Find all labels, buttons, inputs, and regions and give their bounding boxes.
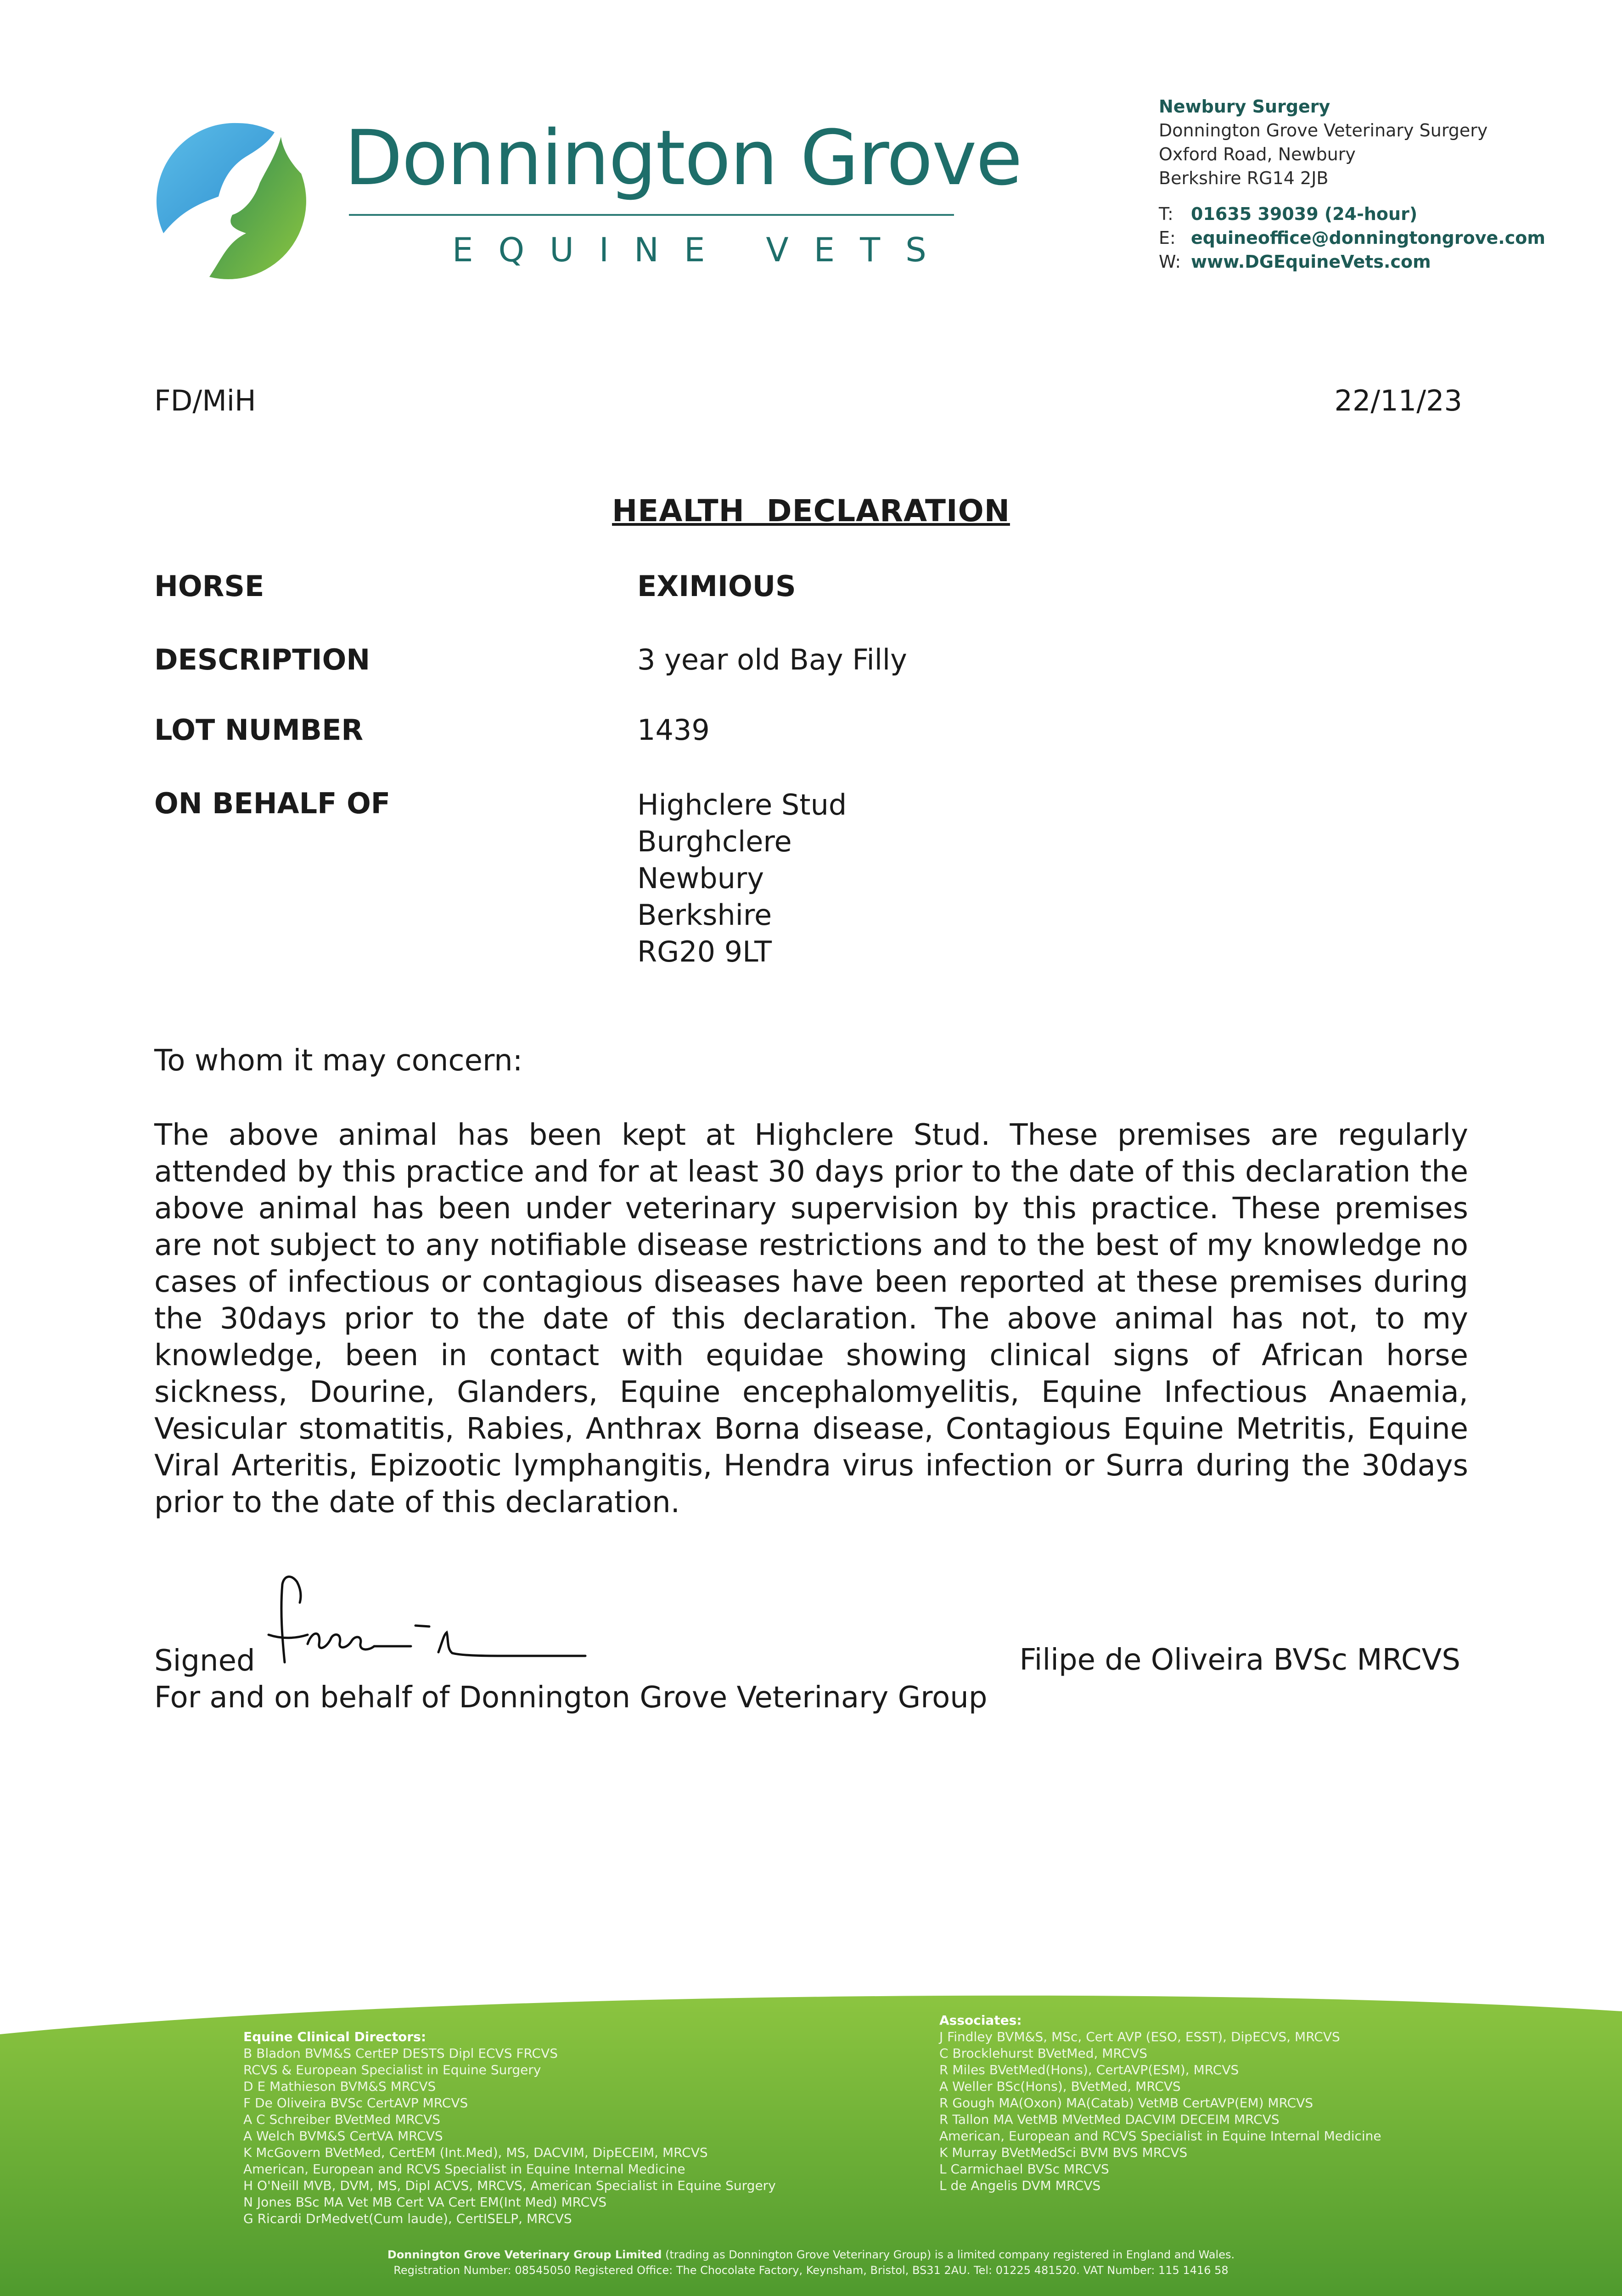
director-line: K McGovern BVetMed, CertEM (Int.Med), MS, DACVIM, DipECEIM, MRCVS	[243, 2145, 708, 2160]
company-statement: (trading as Donnington Grove Veterinary Group) is a limited company registered in England and Wales.	[662, 2248, 1235, 2261]
directors-list	[243, 2029, 776, 2227]
signatory-name: Filipe de Oliveira BVSc MRCVS	[1019, 1643, 1460, 1677]
document-title: HEALTH DECLARATION	[612, 493, 1010, 529]
handwritten-signature	[264, 1570, 599, 1669]
director-line: F De Oliveira BVSc CertAVP MRCVS	[243, 2095, 468, 2110]
director-line: RCVS & European Specialist in Equine Surgery	[243, 2062, 541, 2077]
signed-label: Signed	[154, 1644, 255, 1678]
director-line: A Welch BVM&S CertVA MRCVS	[243, 2128, 443, 2144]
company-line	[0, 2247, 1622, 2262]
associates-heading: Associates:	[939, 2013, 1022, 2028]
surgery-address	[1159, 95, 1487, 190]
director-line: American, European and RCVS Specialist in Equine Internal Medicine	[243, 2161, 685, 2177]
lot-label: LOT NUMBER	[154, 713, 364, 747]
associates-list	[939, 2012, 1381, 2194]
address-line: Donnington Grove Veterinary Surgery	[1159, 120, 1488, 141]
declaration-body: The above animal has been kept at Highclere Stud. These premises are regularly attended by this practice and for at least 30 days prior to the date of this declaration the above animal has been under veterinary supervision by this practice. These premises are not subject to any notifiable disease restrictions and to the best of my knowledge no cases of infectious or contagious diseases have been reported at these premises during the 30days prior to the date of this declaration. The above animal has not, to my knowledge, been in contact with equidae showing clinical signs of African horse sickness, Dourine, Glanders, Equine encephalomyelitis, Equine Infectious Anaemia, Vesicular stomatitis, Rabies, Anthrax Borna disease, Contagious Equine Metritis, Equine Viral Arteritis, Epizootic lymphangitis, Hendra virus infection or Surra during the 30days prior to the date of this declaration.	[154, 1118, 1468, 1519]
web-key: W:	[1159, 252, 1181, 272]
reference: FD/MiH	[154, 384, 256, 417]
associate-line: R Miles BVetMed(Hons), CertAVP(ESM), MRCVS	[939, 2062, 1239, 2077]
behalf-line: Newbury	[637, 861, 764, 895]
description-label: DESCRIPTION	[154, 643, 370, 676]
web-link[interactable]: www.DGEquineVets.com	[1191, 252, 1431, 272]
behalf-line: RG20 9LT	[637, 935, 772, 968]
director-line: D E Mathieson BVM&S MRCVS	[243, 2079, 436, 2094]
tel-key: T:	[1159, 204, 1173, 224]
behalf-line: Berkshire	[637, 898, 772, 932]
behalf-line: Burghclere	[637, 825, 792, 858]
brand-divider	[349, 214, 954, 216]
tel-value: 01635 39039 (24-hour)	[1191, 204, 1418, 224]
associate-line: K Murray BVetMedSci BVM BVS MRCVS	[939, 2145, 1188, 2160]
brand-tagline: EQUINE VETS	[452, 231, 952, 269]
horse-value: EXIMIOUS	[637, 569, 796, 603]
associate-line: A Weller BSc(Hons), BVetMed, MRCVS	[939, 2079, 1181, 2094]
director-line: G Ricardi DrMedvet(Cum laude), CertISELP, MRCVS	[243, 2211, 572, 2226]
address-line: Berkshire RG14 2JB	[1159, 168, 1329, 188]
associate-line: American, European and RCVS Specialist in Equine Internal Medicine	[939, 2128, 1381, 2144]
associate-line: L de Angelis DVM MRCVS	[939, 2178, 1101, 2193]
director-line: B Bladon BVM&S CertEP DESTS Dipl ECVS FRCVS	[243, 2046, 558, 2061]
director-line: A C Schreiber BVetMed MRCVS	[243, 2112, 441, 2127]
company-name: Donnington Grove Veterinary Group Limited	[387, 2248, 662, 2261]
company-registration	[0, 2247, 1622, 2278]
horse-label: HORSE	[154, 569, 264, 603]
director-line: H O'Neill MVB, DVM, MS, Dipl ACVS, MRCVS, American Specialist in Equine Surgery	[243, 2178, 776, 2193]
email-key: E:	[1159, 228, 1176, 248]
associate-line: R Gough MA(Oxon) MA(Catab) VetMB CertAVP(EM) MRCVS	[939, 2095, 1313, 2110]
letter-date: 22/11/23	[1334, 384, 1462, 417]
email-link[interactable]: equineoffice@donningtongrove.com	[1191, 228, 1545, 248]
registration-line: Registration Number: 08545050 Registered Office: The Chocolate Factory, Keynsham, Bristol, BS31 2AU. Tel: 01225 481520. VAT Number: 115 1416 58	[393, 2264, 1229, 2277]
salutation: To whom it may concern:	[154, 1044, 523, 1078]
brand-logo-icon	[154, 118, 320, 284]
behalf-line: Highclere Stud	[637, 788, 847, 822]
brand-name: Donnington Grove	[344, 114, 1022, 202]
behalf-group: For and on behalf of Donnington Grove Veterinary Group	[154, 1681, 988, 1715]
associate-line: L Carmichael BVSc MRCVS	[939, 2161, 1109, 2177]
behalf-address	[637, 787, 847, 970]
director-line: N Jones BSc MA Vet MB Cert VA Cert EM(Int Med) MRCVS	[243, 2195, 607, 2210]
lot-value: 1439	[637, 713, 710, 747]
address-line: Oxford Road, Newbury	[1159, 144, 1356, 164]
associate-line: C Brocklehurst BVetMed, MRCVS	[939, 2046, 1147, 2061]
directors-heading: Equine Clinical Directors:	[243, 2029, 427, 2044]
associate-line: J Findley BVM&S, MSc, Cert AVP (ESO, ESST), DipECVS, MRCVS	[939, 2029, 1340, 2044]
surgery-name: Newbury Surgery	[1159, 96, 1330, 117]
associate-line: R Tallon MA VetMB MVetMed DACVIM DECEIM MRCVS	[939, 2112, 1280, 2127]
description-value: 3 year old Bay Filly	[637, 643, 907, 676]
behalf-label: ON BEHALF OF	[154, 787, 391, 820]
contact-block	[1159, 202, 1545, 274]
